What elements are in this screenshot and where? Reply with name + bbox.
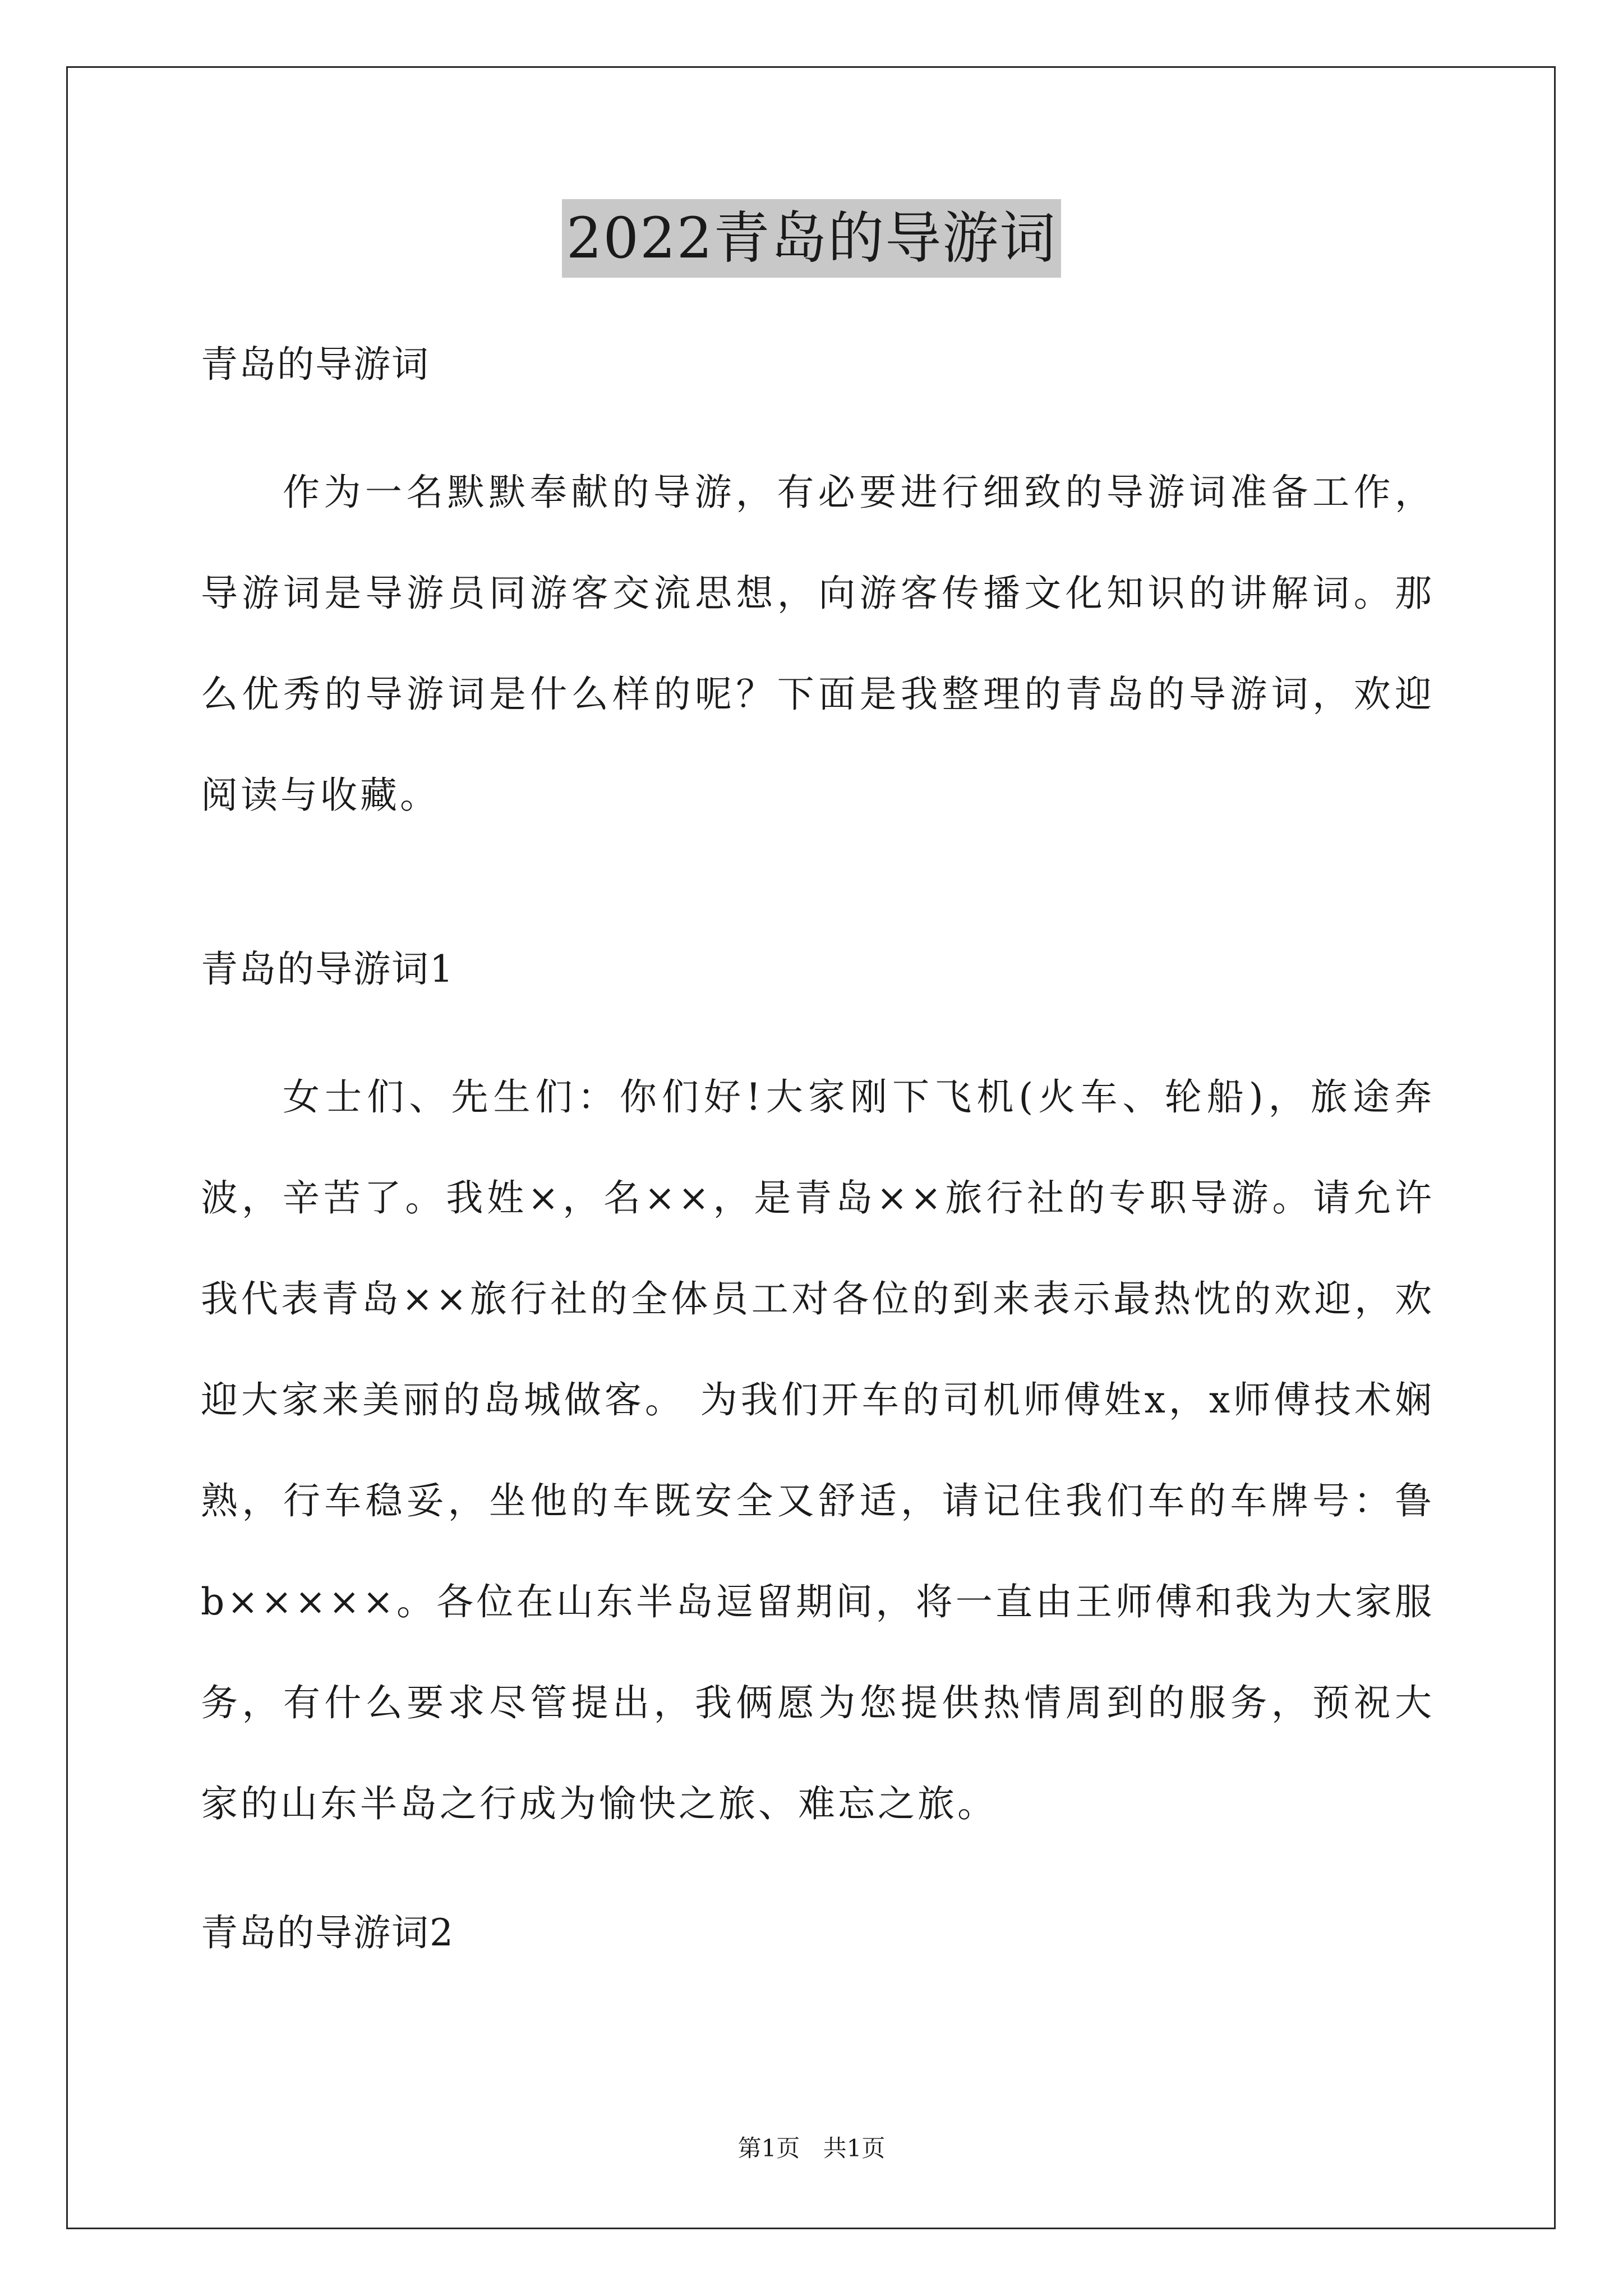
intro-heading: 青岛的导游词 [201, 343, 430, 386]
title-container [0, 199, 1623, 278]
page-number-total: 共1页 [823, 2134, 886, 2162]
section-2-heading: 青岛的导游词2 [201, 1911, 454, 1954]
document-title: 2022青岛的导游词 [562, 199, 1062, 278]
intro-paragraph: 作为一名默默奉献的导游，有必要进行细致的导游词准备工作，导游词是导游员同游客交流思想，向游客传播文化知识的讲解词。那么优秀的导游词是什么样的呢？下面是我整理的青岛的导游词，欢迎阅读与收藏。 [201, 471, 1435, 817]
document-body [201, 337, 1435, 1961]
section-1-heading: 青岛的导游词1 [201, 947, 454, 991]
page-footer [0, 2132, 1623, 2165]
page-number-current: 第1页 [737, 2134, 800, 2162]
section-1-paragraph: 女士们、先生们：你们好!大家刚下飞机(火车、轮船)，旅途奔波，辛苦了。我姓×，名××，是青岛××旅行社的专职导游。请允许我代表青岛××旅行社的全体员工对各位的到来表示最热忱的欢迎，欢迎大家来美丽的岛城做客。 为我们开车的司机师傅姓x，x师傅技术娴熟，行车稳妥，坐他的车既安全又舒适，请记住我们车的车牌号：鲁b×××××。各位在山东半岛逗留期间，将一直由王师傅和我为大家服务，有什么要求尽管提出，我俩愿为您提供热情周到的服务，预祝大家的山东半岛之行成为愉快之旅、难忘之旅。 [201, 1075, 1435, 1825]
